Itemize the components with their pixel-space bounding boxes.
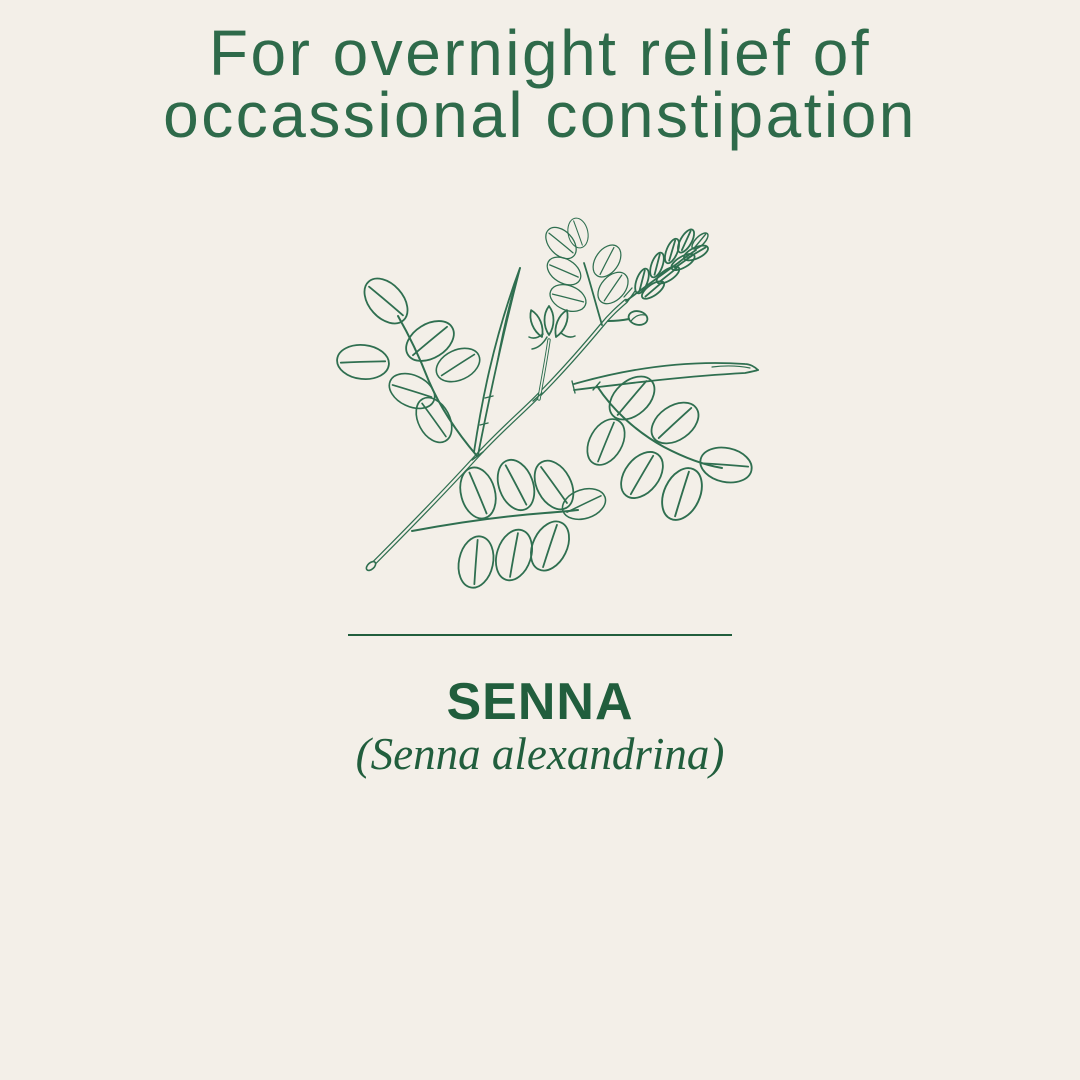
- senna-plant-illustration: [330, 213, 780, 603]
- title-line-1: For overnight relief of: [208, 17, 872, 89]
- divider-line: [348, 634, 732, 636]
- page-title: [0, 17, 1080, 151]
- title-line-2: occassional constipation: [163, 79, 917, 151]
- senna-plant-line-art-icon: [330, 213, 780, 603]
- plant-common-name: SENNA: [446, 673, 634, 731]
- plant-latin-name: (Senna alexandrina): [355, 729, 725, 779]
